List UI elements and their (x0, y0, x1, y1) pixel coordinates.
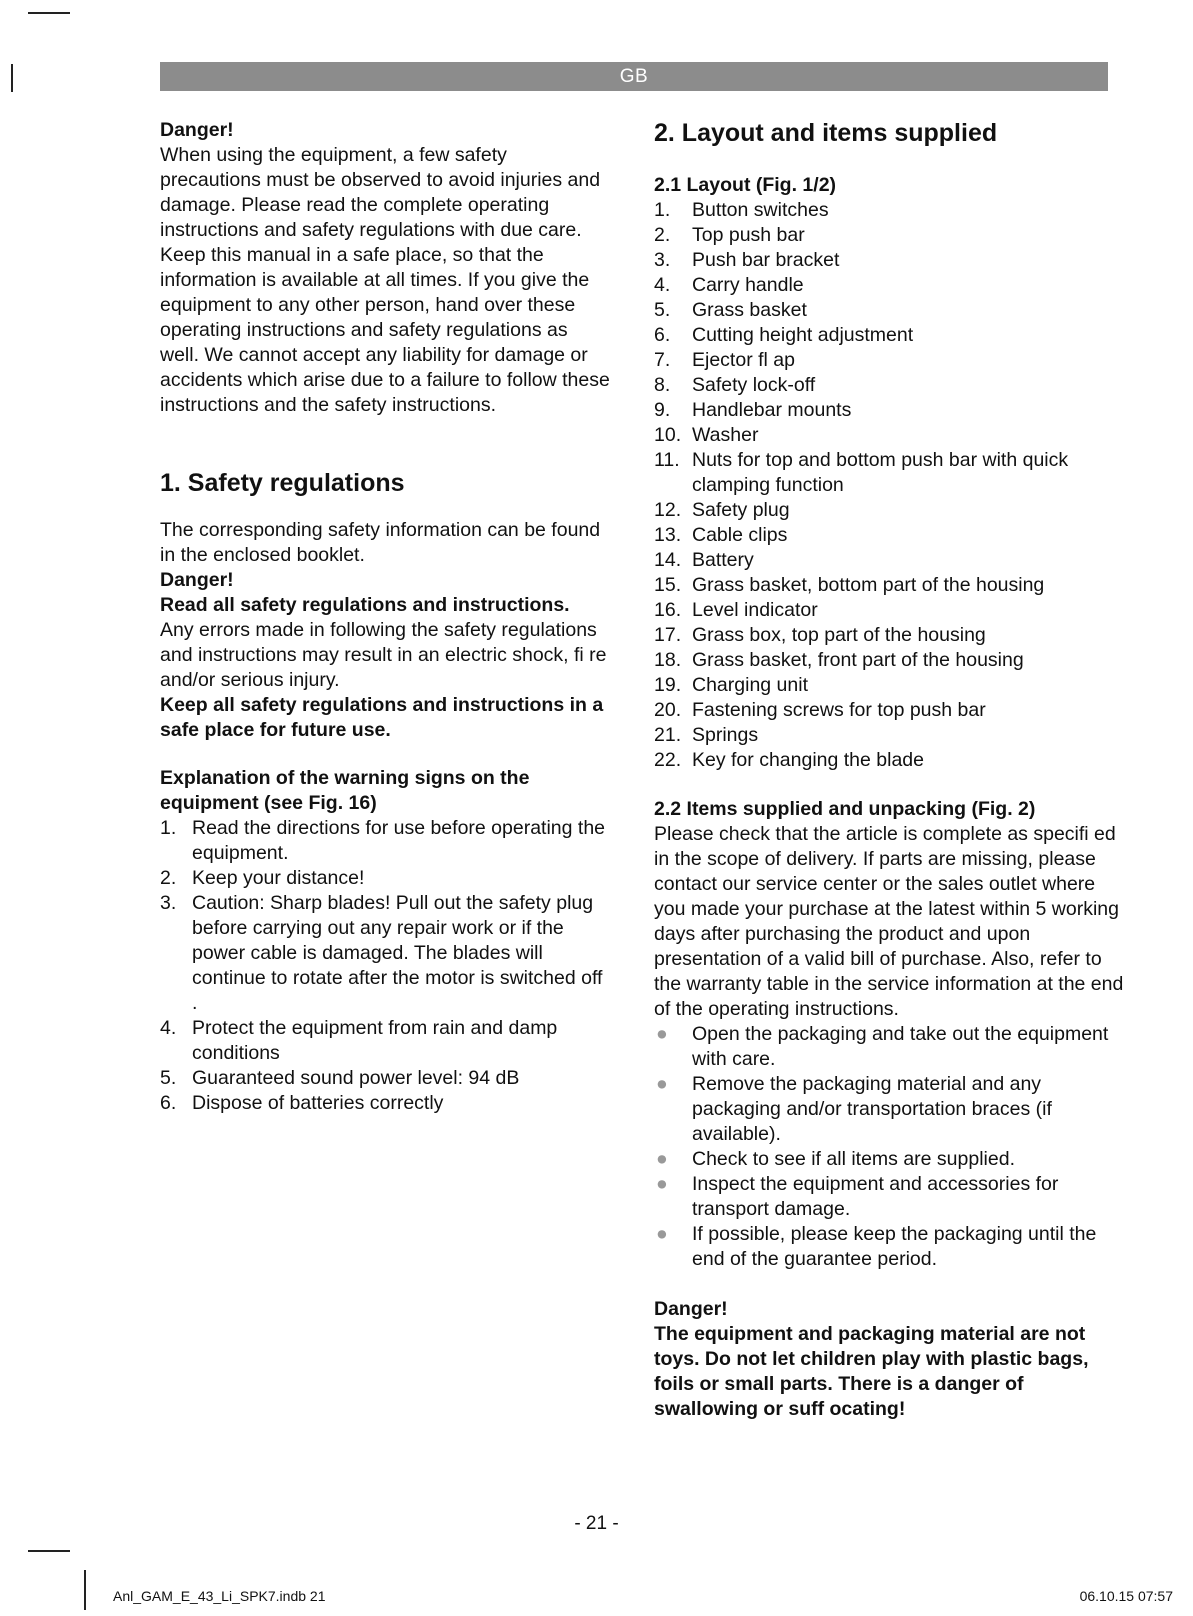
list-item: 5. Grass basket (654, 299, 807, 321)
danger-heading: Danger! (160, 119, 234, 141)
left-column (160, 118, 610, 1116)
list-item: 7. Ejector fl ap (654, 349, 795, 371)
unpacking-bullets (654, 1022, 1124, 1272)
danger-heading-3: Danger! (654, 1298, 728, 1320)
bullet-icon: ● (656, 1023, 668, 1045)
list-item: 20. Fastening screws for top push bar (654, 699, 986, 721)
supplied-paragraph: Please check that the article is complete as specifi ed in the scope of delivery. If parts are missing, please contact our service center or the sales outlet where you made your purchase at the latest within 5 working days after purchasing the product and upon presentation of a valid bill of purchase. Also, refer to the warranty table in the service information at the end of the operating instructions. (654, 823, 1124, 1020)
list-item: 13. Cable clips (654, 524, 788, 546)
section-1-title: 1. Safety regulations (160, 469, 405, 497)
file-name: Anl_GAM_E_43_Li_SPK7.indb 21 (113, 1588, 326, 1604)
danger-warning-text: The equipment and packaging material are not toys. Do not let children play with plastic bags, foils or small parts. There is a danger of swallowing or suff ocating! (654, 1323, 1089, 1420)
list-item: ● Remove the packaging material and any packaging and/or transportation braces (if available). (656, 1073, 1052, 1145)
language-header-bar (160, 62, 1108, 91)
bullet-icon: ● (656, 1223, 668, 1245)
read-all-instructions: Read all safety regulations and instructions. (160, 594, 570, 616)
warning-signs-title: Explanation of the warning signs on the equipment (see Fig. 16) (160, 767, 530, 814)
list-item: 15. Grass basket, bottom part of the housing (654, 574, 1045, 596)
list-item: 14. Battery (654, 549, 754, 571)
list-item: ● If possible, please keep the packaging until the end of the guarantee period. (656, 1223, 1097, 1270)
layout-list (654, 198, 1124, 773)
list-item: 5. Guaranteed sound power level: 94 dB (160, 1067, 520, 1089)
list-item: 4. Protect the equipment from rain and damp conditions (160, 1017, 558, 1064)
bullet-icon: ● (656, 1073, 668, 1095)
list-item: 11. Nuts for top and bottom push bar with quick clamping function (654, 449, 1069, 496)
list-item: ● Check to see if all items are supplied. (656, 1148, 1015, 1170)
list-item: ● Open the packaging and take out the equipment with care. (656, 1023, 1109, 1070)
layout-title: 2.1 Layout (Fig. 1/2) (654, 174, 837, 196)
crop-mark (28, 12, 70, 14)
list-item: 17. Grass box, top part of the housing (654, 624, 986, 646)
list-item: ● Inspect the equipment and accessories for transport damage. (656, 1173, 1059, 1220)
list-item: 16. Level indicator (654, 599, 818, 621)
list-item: 12. Safety plug (654, 499, 790, 521)
list-item: 1. Read the directions for use before operating the equipment. (160, 817, 606, 864)
bullet-icon: ● (656, 1148, 668, 1170)
right-column (654, 118, 1124, 1422)
list-item: 22. Key for changing the blade (654, 749, 925, 771)
list-item: 21. Springs (654, 724, 759, 746)
danger-heading-2: Danger! (160, 569, 234, 591)
warning-signs-list (160, 816, 610, 1116)
list-item: 8. Safety lock-off (654, 374, 816, 396)
print-datetime: 06.10.15 07:57 (1079, 1588, 1173, 1604)
crop-mark (11, 64, 13, 92)
list-item: 3. Push bar bracket (654, 249, 840, 271)
bullet-icon: ● (656, 1173, 668, 1195)
list-item: 1. Button switches (654, 199, 829, 221)
errors-paragraph: Any errors made in following the safety regulations and instructions may result in an electric shock, fi re and/or serious injury. (160, 619, 607, 691)
list-item: 2. Keep your distance! (160, 867, 365, 889)
list-item: 6. Dispose of batteries correctly (160, 1092, 444, 1114)
language-code: GB (619, 66, 649, 87)
list-item: 18. Grass basket, front part of the housing (654, 649, 1024, 671)
safety-intro: The corresponding safety information can be found in the enclosed booklet. (160, 519, 601, 566)
section-2-title: 2. Layout and items supplied (654, 119, 998, 147)
list-item: 9. Handlebar mounts (654, 399, 852, 421)
page-number: - 21 - (574, 1513, 619, 1534)
list-item: 10. Washer (654, 424, 759, 446)
supplied-title: 2.2 Items supplied and unpacking (Fig. 2) (654, 798, 1036, 820)
list-item: 6. Cutting height adjustment (654, 324, 914, 346)
list-item: 3. Caution: Sharp blades! Pull out the safety plug before carrying out any repair work or if the power cable is damaged. The blades will continue to rotate after the motor is switched off . (160, 892, 603, 1014)
keep-instructions: Keep all safety regulations and instructions in a safe place for future use. (160, 694, 604, 741)
danger-paragraph: When using the equipment, a few safety precautions must be observed to avoid injuries and damage. Please read the complete operating instructions and safety regulations with due care. Keep this manual in a safe place, so that the information is available at all times. If you give the equipment to any other person, hand over these operating instructions and safety regulations as well. We cannot accept any liability for damage or accidents which arise due to a failure to follow these instructions and the safety instructions. (160, 144, 610, 416)
list-item: 4. Carry handle (654, 274, 804, 296)
crop-mark (84, 1570, 86, 1610)
list-item: 19. Charging unit (654, 674, 808, 696)
list-item: 2. Top push bar (654, 224, 805, 246)
crop-mark (28, 1550, 70, 1552)
